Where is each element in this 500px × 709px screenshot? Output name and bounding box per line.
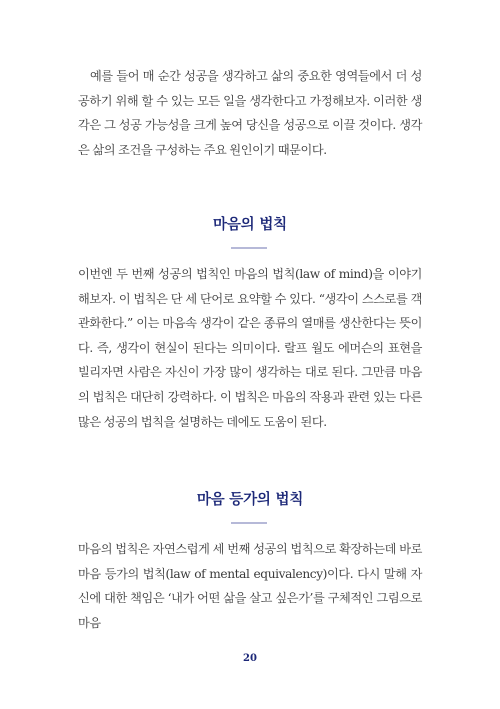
- page-number: 20: [243, 653, 257, 664]
- section-heading-mental-equivalency: 마음 등가의 법칙: [196, 492, 304, 508]
- heading-underline-rule: [231, 247, 267, 249]
- section-heading-law-of-mind: 마음의 법칙: [213, 217, 287, 233]
- body-paragraph-3: 마음의 법칙은 자연스럽게 세 번째 성공의 법칙으로 확장하는데 바로 마음 등가의 법칙(law of mental equivalency)이다. 다시 말해 자신에 대한 책임은 ‘내가 어떤 삶을 살고 싶은가’를 구체적인 그림으로 마음: [78, 542, 422, 630]
- body-paragraph-1: 예를 들어 매 순간 성공을 생각하고 삶의 중요한 영역들에서 더 성공하기 위해 할 수 있는 모든 일을 생각한다고 가정해보자. 이러한 생각은 그 성공 가능성을 크게 높여 당신을 성공으로 이끌 것이다. 생각은 삶의 조건을 구성하는 주요 원인이기 때문이다.: [78, 69, 422, 157]
- heading-underline-rule: [231, 522, 267, 524]
- body-paragraph-2: 이번엔 두 번째 성공의 법칙인 마음의 법칙(law of mind)을 이야기해보자. 이 법칙은 단 세 단어로 요약할 수 있다. “생각이 스스로를 객관화한다.” 이는 마음속 생각이 같은 종류의 열매를 생산한다는 뜻이다. 즉, 생각이 현실이 된다는 의미이다. 랄프 월도 에머슨의 표현을 빌리자면 사람은 자신이 가장 많이 생각하는 대로 된다. 그만큼 마음의 법칙은 대단히 강력하다. 이 법칙은 마음의 작용과 관련 있는 다른 많은 성공의 법칙을 설명하는 데에도 도움이 된다.: [78, 267, 422, 429]
